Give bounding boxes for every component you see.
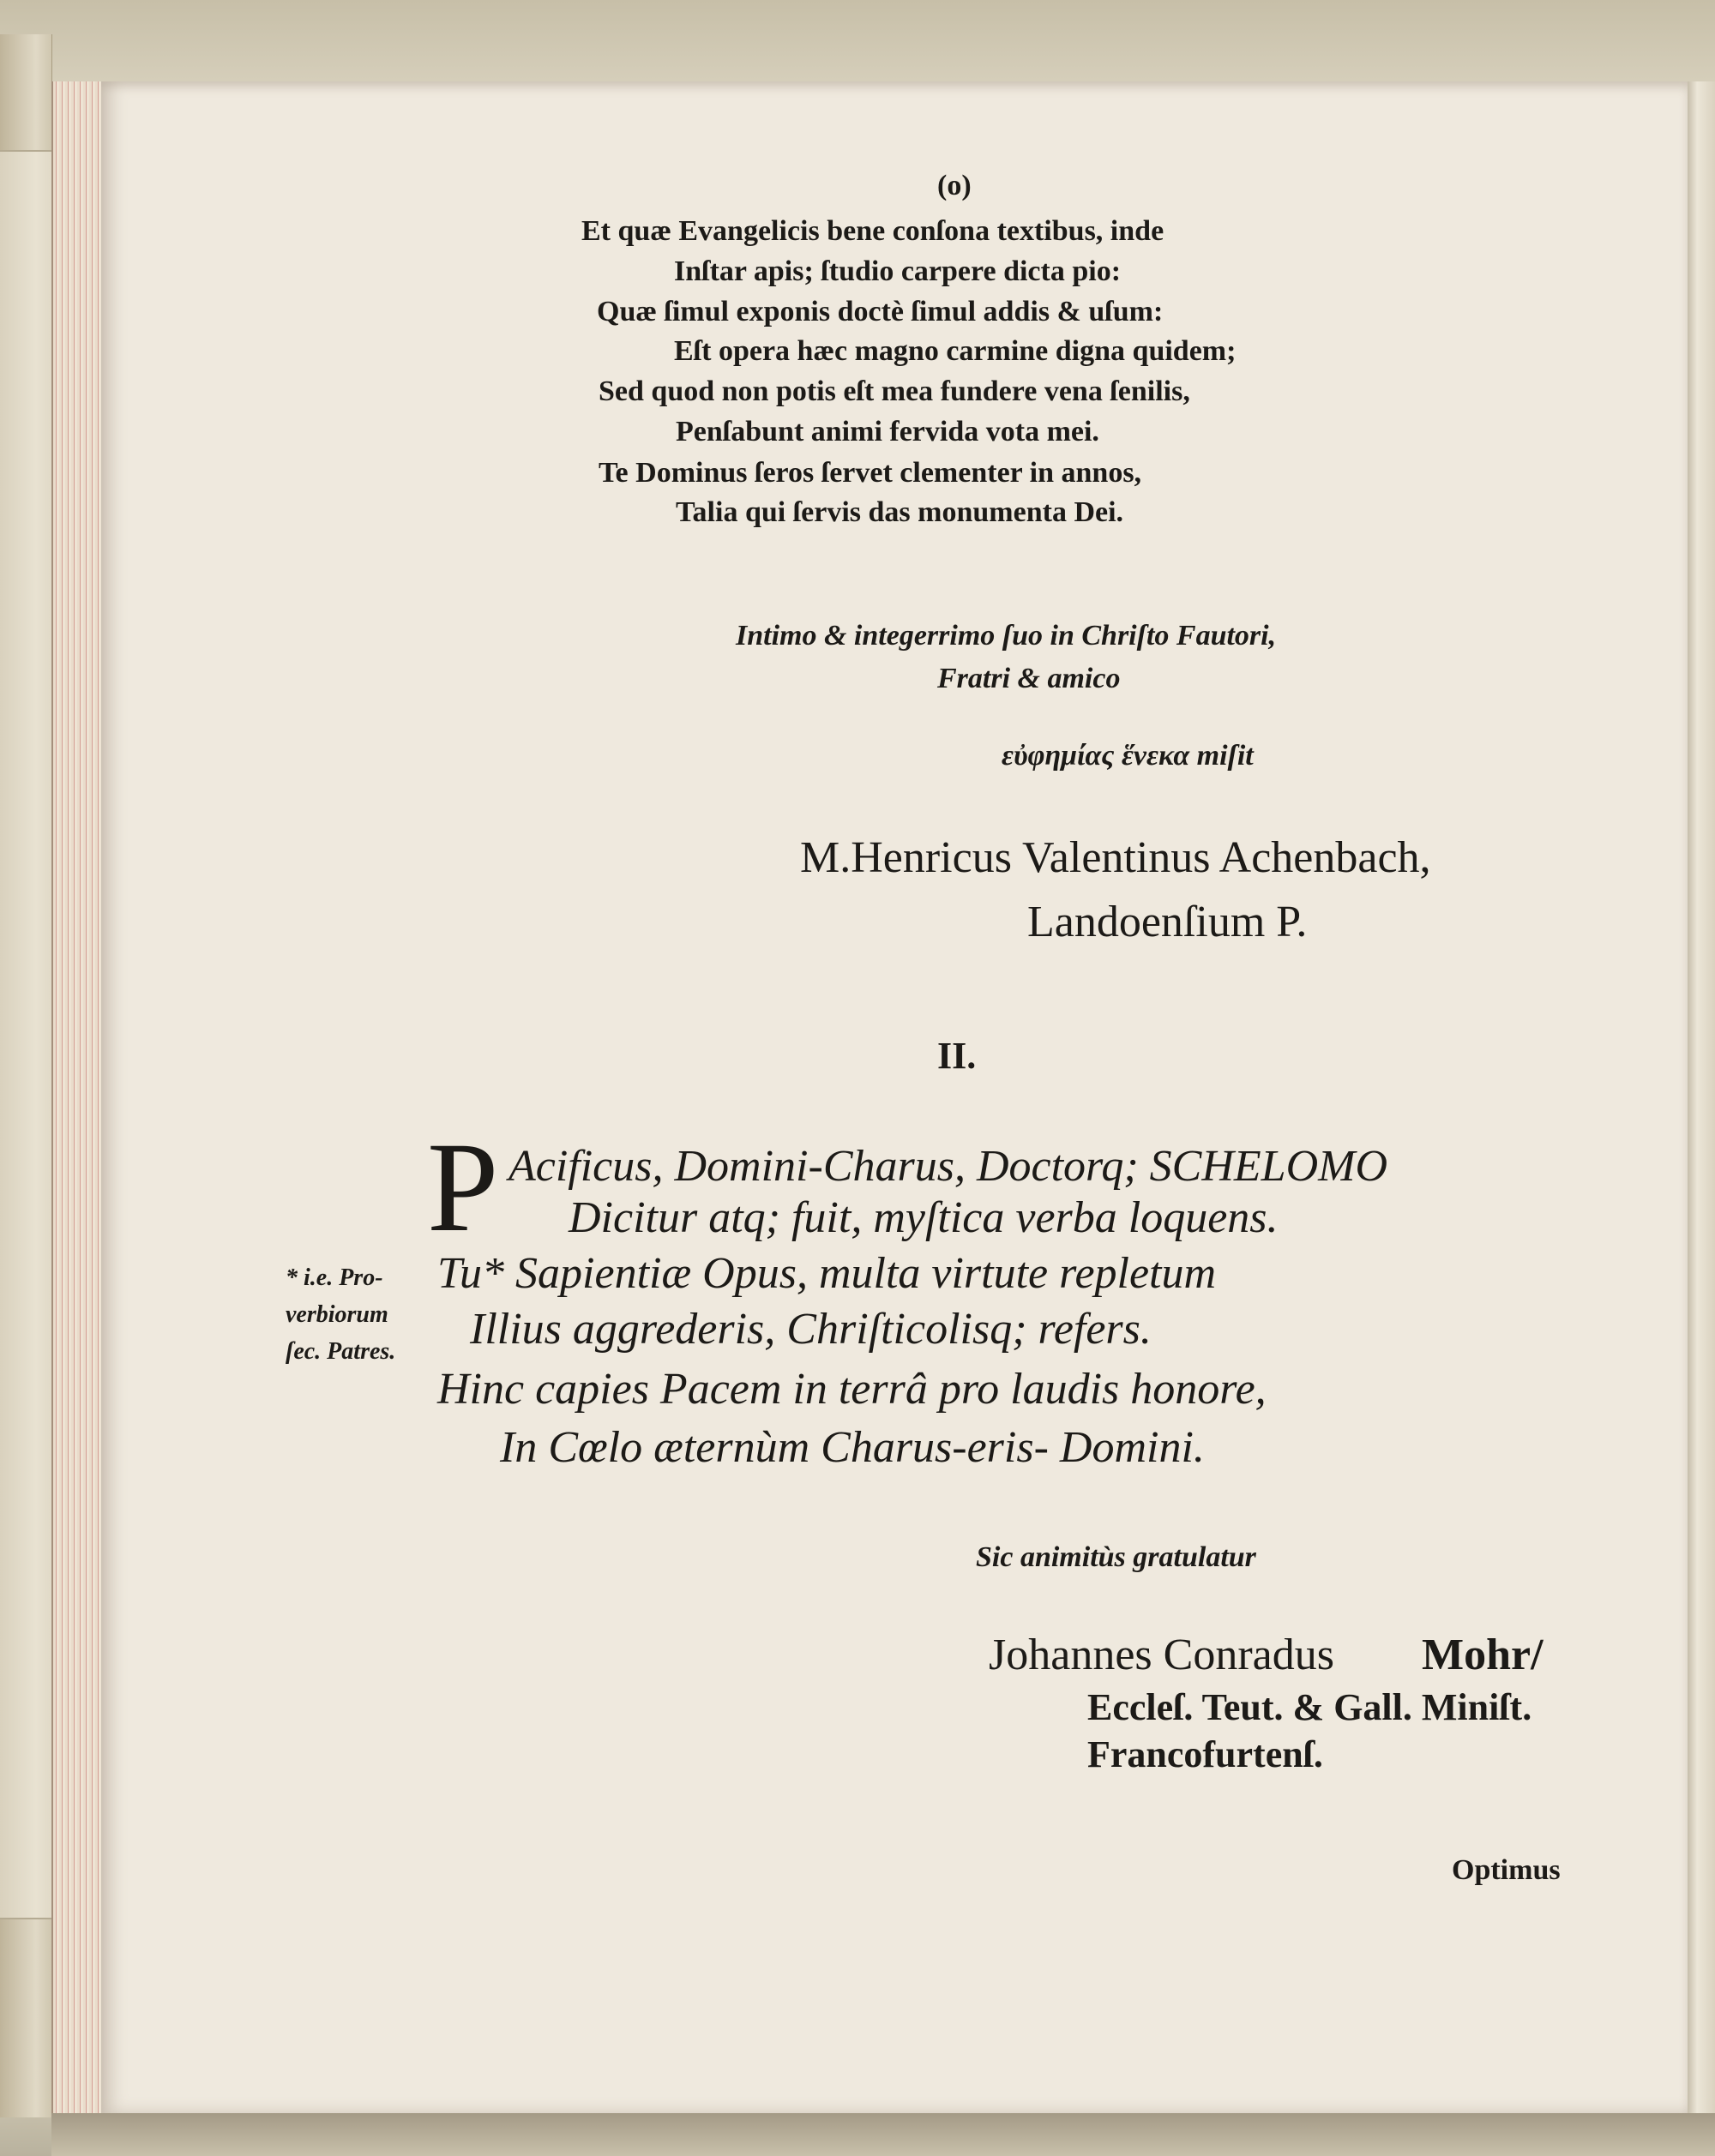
poem1-line-5: Sed quod non potis eſt mea fundere vena ſenilis, bbox=[599, 375, 1190, 407]
signature1-title: Landoenſium P. bbox=[1027, 898, 1308, 946]
marginal-note-line-1: * i.e. Pro- bbox=[286, 1264, 383, 1291]
dedication-line-1: Intimo & integerrimo ſuo in Chriſto Fautori, bbox=[736, 620, 1277, 652]
poem1-line-3: Quæ ſimul exponis doctè ſimul addis & uſum: bbox=[597, 296, 1164, 327]
poem2-line-6: In Cœlo æternùm Charus-eris- Domini. bbox=[500, 1423, 1205, 1472]
section-number: II. bbox=[937, 1035, 977, 1077]
poem2-line-1: Acificus, Domini-Charus, Doctorq; SCHELOMO bbox=[508, 1142, 1388, 1191]
catchword: Optimus bbox=[1452, 1854, 1561, 1886]
printed-page bbox=[101, 81, 1688, 2113]
poem1-line-6: Penſabunt animi fervida vota mei. bbox=[676, 416, 1099, 447]
marginal-note-line-3: ſec. Patres. bbox=[286, 1338, 396, 1365]
poem2-line-2: Dicitur atq; fuit, myſtica verba loquens. bbox=[569, 1193, 1279, 1242]
poem1-line-1: Et quæ Evangelicis bene conſona textibus, inde bbox=[581, 215, 1164, 247]
dedication-line-3: εὐφημίας ἕνεκα miſit bbox=[1002, 740, 1254, 772]
drop-cap: P bbox=[427, 1116, 499, 1258]
signature2-line-3: Francofurtenſ. bbox=[1087, 1733, 1323, 1775]
poem2-line-4: Illius aggrederis, Chriſticolisq; refers. bbox=[470, 1305, 1152, 1354]
page-mark: (o) bbox=[937, 170, 972, 201]
poem1-line-2: Inſtar apis; ſtudio carpere dicta pio: bbox=[674, 255, 1122, 287]
poem1-line-8: Talia qui ſervis das monumenta Dei. bbox=[676, 496, 1124, 528]
signature2-surname: Mohr/ bbox=[1422, 1631, 1544, 1679]
congratulation-line: Sic animitùs gratulatur bbox=[976, 1541, 1256, 1573]
poem1-line-7: Te Dominus ſeros ſervet clementer in annos, bbox=[599, 457, 1142, 489]
page-edges bbox=[51, 81, 105, 2113]
dedication-line-2: Fratri & amico bbox=[937, 663, 1121, 694]
poem1-line-4: Eſt opera hæc magno carmine digna quidem; bbox=[674, 335, 1237, 367]
signature1-name: M.Henricus Valentinus Achenbach, bbox=[800, 833, 1431, 882]
signature2-line-2: Eccleſ. Teut. & Gall. Miniſt. bbox=[1087, 1686, 1532, 1728]
signature2-name: Johannes Conradus bbox=[989, 1631, 1334, 1679]
bottom-shadow bbox=[51, 2113, 1715, 2156]
marginal-note-line-2: verbiorum bbox=[286, 1301, 388, 1328]
poem2-line-3: Tu* Sapientiæ Opus, multa virtute repletum bbox=[437, 1249, 1217, 1298]
poem2-line-5: Hinc capies Pacem in terrâ pro laudis honore, bbox=[437, 1365, 1267, 1414]
